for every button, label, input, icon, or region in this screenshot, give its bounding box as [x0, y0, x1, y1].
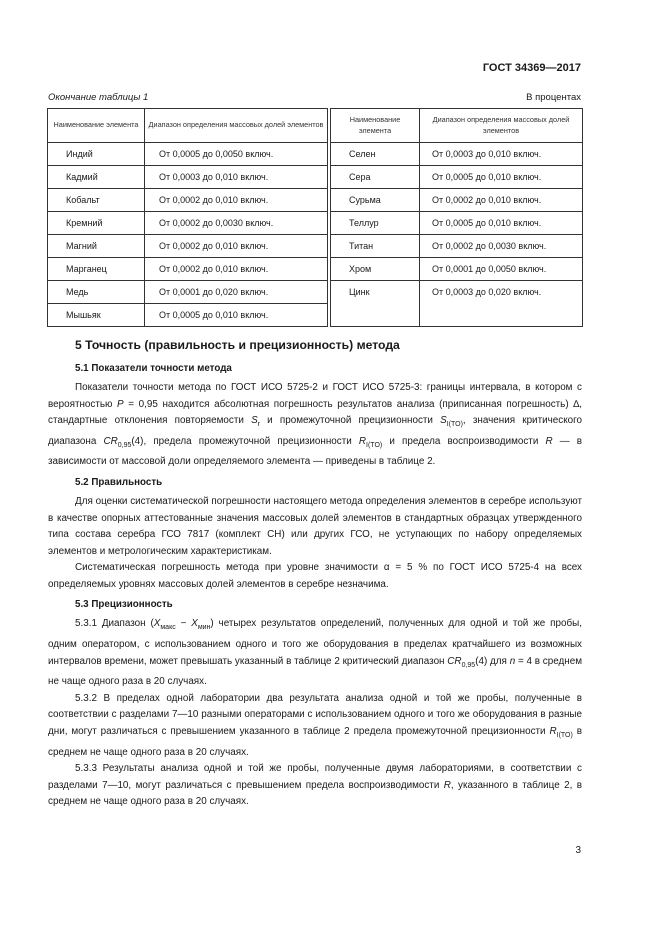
element-name: Теллур [331, 212, 420, 235]
table-row [48, 143, 583, 166]
table-row [48, 166, 583, 189]
element-range: От 0,0005 до 0,010 включ. [145, 304, 328, 327]
table-row [48, 304, 583, 327]
col-element-header: Наименование элемента [331, 109, 420, 143]
table-row [48, 258, 583, 281]
subsection-title: 5.3 Прецизионность [75, 599, 173, 611]
element-range: От 0,0002 до 0,010 включ. [145, 235, 328, 258]
element-name: Индий [48, 143, 145, 166]
paragraph: Показатели точности метода по ГОСТ ИСО 5725-2 и ГОСТ ИСО 5725-3: границы интервала, в котором с вероятностью P = 0,95 находится абсолютная погрешность результатов анализа (приписанная погрешность) ∆, стандартные отклонения повторяемости $S_r$ и промежуточной прецизионности $S_{I(TO)}$, значения критического диапазона $CR_{0,95}(4)$, предела промежуточной прецизионности $R_{I(TO)}$ и предела воспроизводимости R — в зависимости от массовой доли определяемого элемента — приведены в таблице 2. [48, 382, 583, 468]
table-unit: В процентах [526, 92, 581, 103]
element-name: Сурьма [331, 189, 420, 212]
element-range: От 0,0002 до 0,010 включ. [420, 189, 583, 212]
empty-cell [420, 304, 583, 327]
paragraph: 5.3.2 В пределах одной лаборатории два результата анализа одной и той же пробы, полученные в соответствии с разделами 7—10 разными операторами с использованием одного и того же оборудования в разные дни, могут различаться с превышением указанного в таблице 2 предела промежуточной прецизионности $R_{I(TO)}$ в среднем не чаще одного раза в 20 случаях. [48, 692, 582, 758]
table-row [48, 281, 583, 304]
table-row [48, 235, 583, 258]
paragraph: Для оценки систематической погрешности настоящего метода определения элементов в серебре используют в качестве опорных аттестованные значения массовых долей элементов в стандартных образцах утвержденного типа состава серебра ГСО 7817 (комплект СН) или других ГСО, не уступающих по набору определяемых элементов и метрологическим характеристикам. [48, 495, 582, 557]
table-caption: Окончание таблицы 1 [48, 92, 149, 103]
element-name: Мышьяк [48, 304, 145, 327]
table-row [48, 212, 583, 235]
element-name: Титан [331, 235, 420, 258]
element-name: Хром [331, 258, 420, 281]
element-range: От 0,0001 до 0,020 включ. [145, 281, 328, 304]
col-range-header: Диапазон определения массовых долей элементов [420, 109, 583, 143]
element-range: От 0,0003 до 0,010 включ. [145, 166, 328, 189]
col-element-header: Наименование элемента [48, 109, 145, 143]
section-5 [48, 338, 582, 811]
elements-table [47, 108, 583, 327]
subsection-title: 5.2 Правильность [75, 476, 163, 488]
subsection-title: 5.1 Показатели точности метода [75, 363, 232, 374]
element-name: Селен [331, 143, 420, 166]
paragraph: 5.3.3 Результаты анализа одной и той же пробы, полученные двумя лабораториями, в соответствии с разделами 7—10, могут различаться с превышением предела воспроизводимости R, указанного в таблице 2, в среднем не чаще одного раза в 20 случаях. [48, 763, 582, 808]
element-name: Кадмий [48, 166, 145, 189]
element-name: Медь [48, 281, 145, 304]
col-range-header: Диапазон определения массовых долей элементов [145, 109, 328, 143]
element-name: Кремний [48, 212, 145, 235]
element-range: От 0,0002 до 0,0030 включ. [420, 235, 583, 258]
element-range: От 0,0002 до 0,010 включ. [145, 258, 328, 281]
paragraph: Систематическая погрешность метода при уровне значимости α = 5 % по ГОСТ ИСО 5725-4 на всех определяемых уровнях массовых долей элементов в серебре незначима. [48, 562, 582, 590]
element-range: От 0,0005 до 0,0050 включ. [145, 143, 328, 166]
table-header-row [48, 109, 583, 143]
element-range: От 0,0002 до 0,0030 включ. [145, 212, 328, 235]
section-title: 5 Точность (правильность и прецизионность) метода [75, 338, 400, 352]
element-name: Цинк [331, 281, 420, 304]
element-name: Магний [48, 235, 145, 258]
element-range: От 0,0003 до 0,020 включ. [420, 281, 583, 304]
element-name: Марганец [48, 258, 145, 281]
element-range: От 0,0005 до 0,010 включ. [420, 212, 583, 235]
standard-number: ГОСТ 34369—2017 [482, 62, 581, 74]
element-name: Кобальт [48, 189, 145, 212]
page-number: 3 [575, 845, 581, 856]
element-name: Сера [331, 166, 420, 189]
element-range: От 0,0002 до 0,010 включ. [145, 189, 328, 212]
empty-cell [331, 304, 420, 327]
element-range: От 0,0001 до 0,0050 включ. [420, 258, 583, 281]
element-range: От 0,0005 до 0,010 включ. [420, 166, 583, 189]
paragraph: 5.3.1 Диапазон $(X_{макс} - X_{мин})$ четырех результатов определений, полученных для одной и той же пробы, одним оператором, с использованием одного и того же оборудования в пределах кратчайшего из возможных интервалов времени, может превышать указанный в таблице 2 критический диапазон $CR_{0,95}(4)$ для n = 4 в среднем не чаще одного раза в 20 случаях. [48, 618, 582, 688]
table-row [48, 189, 583, 212]
element-range: От 0,0003 до 0,010 включ. [420, 143, 583, 166]
